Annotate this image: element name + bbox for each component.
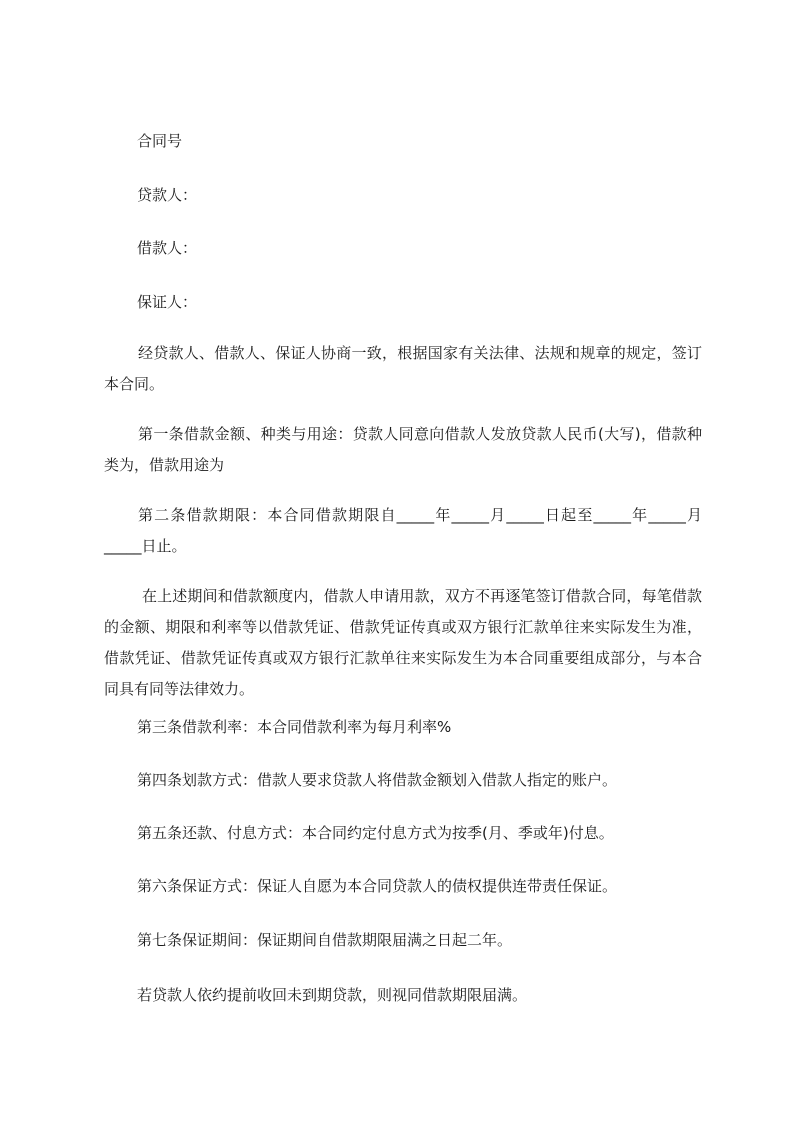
borrower-label: 借款人： [137,239,198,257]
lender-label: 贷款人： [137,186,198,204]
guarantor-label: 保证人： [137,293,198,311]
article-2-detail-paragraph: 在上述期间和借款额度内，借款人申请用款，双方不再逐笔签订借款合同，每笔借款的金额、期限和利率等以借款凭证、借款凭证传真或双方银行汇款单往来实际发生为准，借款凭证、借款凭证传真或双方银行汇款单往来实际发生为本合同重要组成部分，与本合同具有同等法律效力。 [104,587,702,698]
preamble-paragraph: 经贷款人、借款人、保证人协商一致，根据国家有关法律、法规和规章的规定，签订本合同。 [104,344,702,393]
article-7-line: 第七条保证期间：保证期间自借款期限届满之日起二年。 [137,931,513,949]
article-1-paragraph: 第一条借款金额、种类与用途：贷款人同意向借款人发放贷款人民币(大写)，借款种类为，借款用途为 [104,425,702,474]
article-2-paragraph: 第二条借款期限：本合同借款期限自_____年_____月_____日起至_____年_____月_____日止。 [104,506,702,555]
article-6-line: 第六条保证方式：保证人自愿为本合同贷款人的债权提供连带责任保证。 [137,877,618,895]
article-7-note-line: 若贷款人依约提前收回未到期贷款，则视同借款期限届满。 [137,986,528,1004]
article-5-line: 第五条还款、付息方式：本合同约定付息方式为按季(月、季或年)付息。 [137,824,614,842]
contract-number-label: 合同号 [137,132,183,150]
article-3-line: 第三条借款利率：本合同借款利率为每月利率% [137,718,452,736]
article-4-line: 第四条划款方式：借款人要求贷款人将借款金额划入借款人指定的账户。 [137,771,618,789]
